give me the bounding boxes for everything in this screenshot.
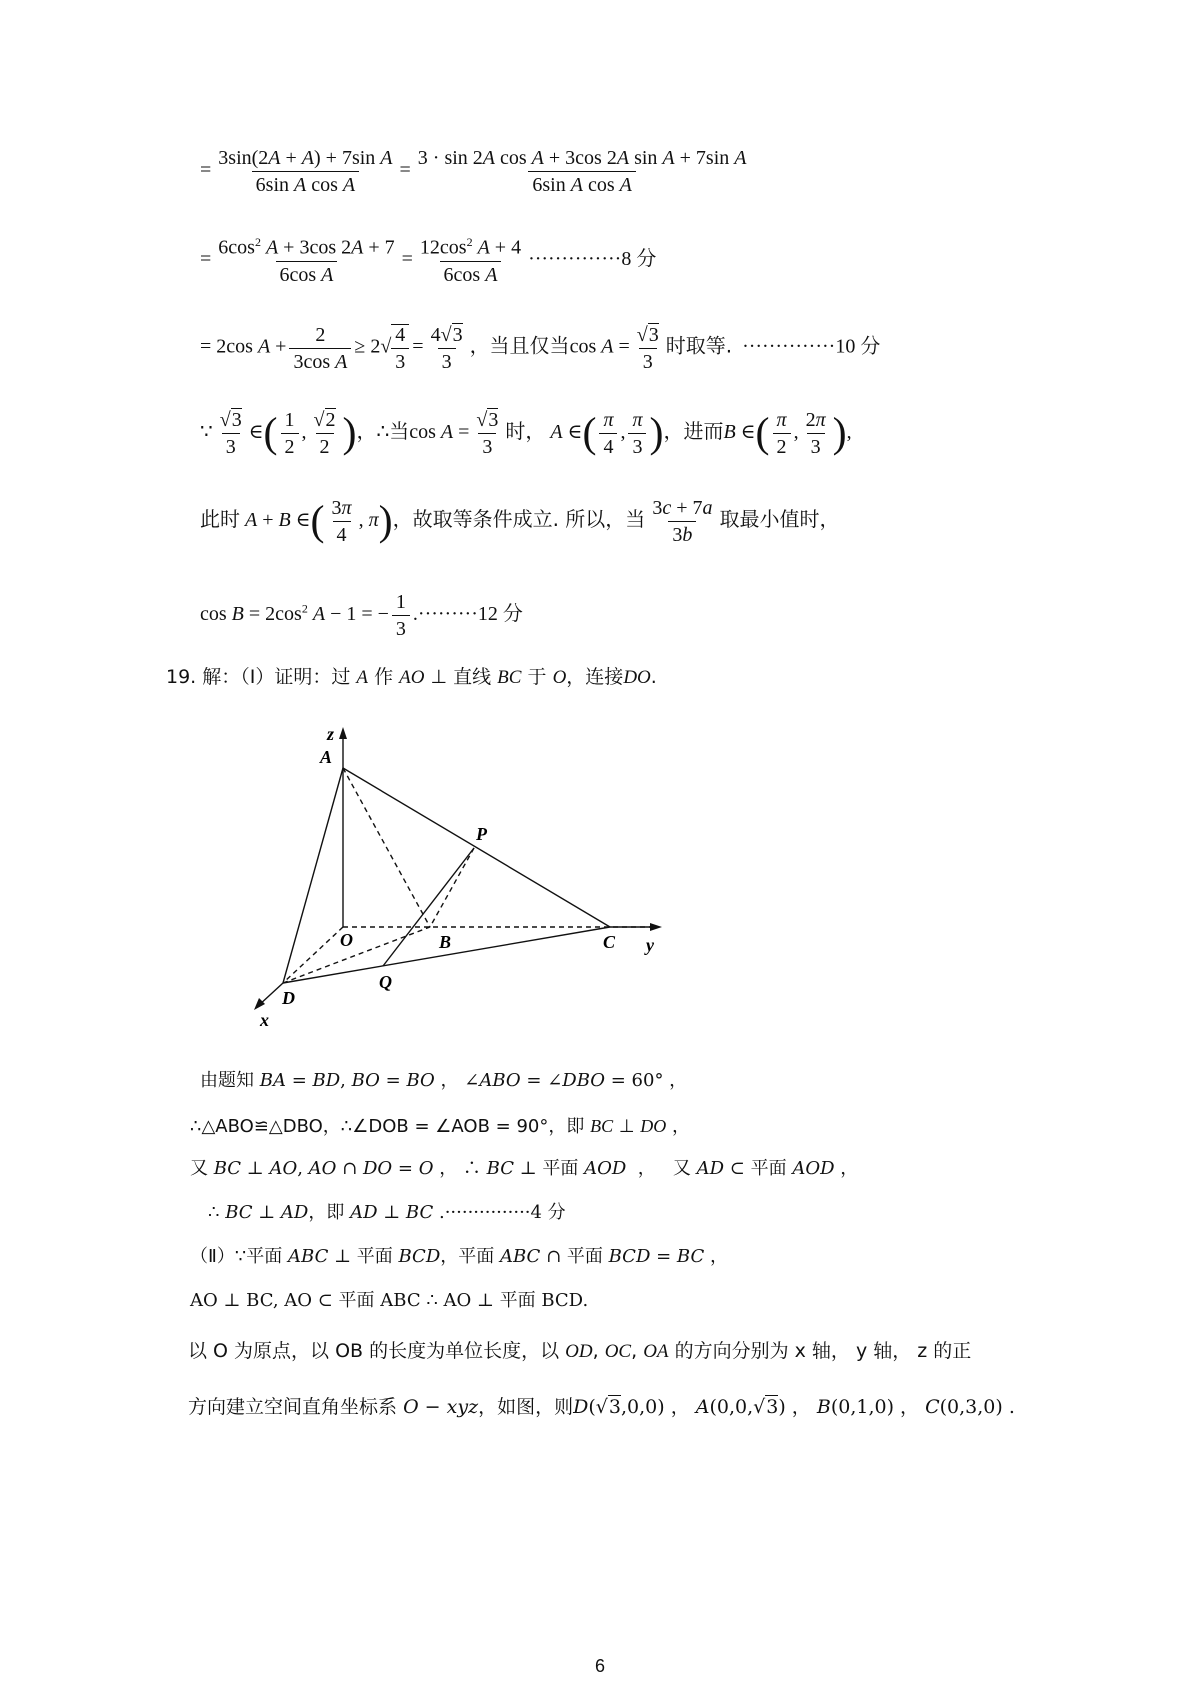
text-plane-3: 平面 bbox=[356, 1246, 393, 1267]
proof-line-5: （Ⅱ）∵平面 ABC ⊥ 平面 BCD，平面 ABC ∩ 平面 BCD = BC ， bbox=[190, 1246, 728, 1267]
text-equal-cond: ，当且仅当 bbox=[469, 333, 570, 358]
score-10: ··············10 分 bbox=[742, 335, 881, 358]
label-C: C bbox=[603, 932, 616, 952]
text-known: 由题知 bbox=[200, 1070, 254, 1091]
text-condition: ，故取等条件成立. 所以，当 bbox=[392, 507, 646, 532]
text-as-fig: ，如图，则 bbox=[478, 1396, 574, 1418]
text-take-equal: 时取等. bbox=[665, 333, 733, 358]
q19-make: 作 bbox=[374, 666, 394, 688]
score-8: ··············8 分 bbox=[528, 247, 657, 270]
label-D: D bbox=[282, 988, 295, 1008]
label-P: P bbox=[476, 824, 487, 844]
edge-AB bbox=[343, 768, 430, 927]
proof-line-3: 又 BC ⊥ AO, AO ∩ DO = O ， ∴ BC ⊥ 平面 AOD ， 又 AD ⊂ 平面 AOD ， bbox=[190, 1158, 859, 1179]
geometry-figure bbox=[240, 720, 680, 1040]
q19-intro: 19. 解：（Ⅰ）证明：过 bbox=[166, 666, 351, 688]
text-min-value: 取最小值时， bbox=[719, 507, 840, 532]
label-z: z bbox=[327, 724, 335, 744]
text-dirs: 的方向分别为 x 轴， y 轴， z 的正 bbox=[674, 1340, 972, 1362]
label-Q: Q bbox=[379, 972, 392, 992]
edge-AC bbox=[343, 768, 610, 927]
page-number: 6 bbox=[594, 1656, 605, 1676]
text-part2-b: ，平面 bbox=[440, 1246, 495, 1267]
proof-line-1: 由题知 BA = BD, BO = BO ， ∠ABO = ∠DBO = 60° ， bbox=[200, 1070, 688, 1091]
label-A: A bbox=[320, 747, 333, 767]
edge-PB bbox=[430, 848, 474, 927]
text-therefore-when: ，∴当 bbox=[356, 419, 410, 444]
therefore-symbol: ∴ bbox=[208, 1202, 220, 1223]
proof-line-8: 方向建立空间直角坐标系 O − xyz，如图，则D(√3,0,0) ， A(0,0,√3) ， B(0,1,0) ， C(0,3,0) . bbox=[188, 1396, 1015, 1418]
label-O: O bbox=[340, 930, 353, 950]
eq-line-2: = $\frac{6\cos^2 A + 3\cos 2A + 7}{\text{6cos A}}$ = $\frac{12\cos^2 A + 4}{\text{6cos A}}$ ··············8 分 bbox=[200, 235, 657, 286]
score-4: ···············4 分 bbox=[444, 1202, 566, 1223]
proof-line-4: ∴ BC ⊥ AD，即 AD ⊥ BC .···············4 分 bbox=[208, 1202, 566, 1223]
text-when: 时， bbox=[505, 419, 546, 444]
q19-at: 于 bbox=[527, 666, 547, 688]
text-plane-2: 平面 bbox=[750, 1158, 787, 1179]
text-now: 此时 bbox=[200, 507, 240, 532]
text-congruent: ∴△ABO≌△DBO，∴∠DOB = ∠AOB = 90°，即 bbox=[190, 1116, 585, 1137]
eq-line-6: $\cos B = 2\cos^2$ A − 1 = − $\frac{1}{3}$ .·········12 分 bbox=[200, 591, 523, 640]
score-12: ·········12 分 bbox=[417, 603, 523, 626]
text-origin: 以 O 为原点，以 OB 的长度为单位长度，以 bbox=[188, 1340, 560, 1362]
text-also-2: 又 bbox=[672, 1158, 691, 1179]
label-x: x bbox=[260, 1010, 269, 1030]
q19-line: 直线 bbox=[453, 666, 492, 688]
label-B: B bbox=[439, 932, 452, 952]
text-plane-1: 平面 bbox=[542, 1158, 579, 1179]
text-plane-4: 平面 bbox=[566, 1246, 603, 1267]
because-symbol: ∵ bbox=[200, 421, 213, 444]
eq-line-4: ∵ $\frac{√3}{3}$ ∈( $\frac{1}{2}$ , $\frac{√2}{2}$ )，∴当cos A = $\frac{√3}{3}$ 时， A ∈( $\frac{\pi}{4}$ , $\frac{\pi}{3}$ )，进而B ∈( $\frac{\pi}{2}$ , $\frac{2\pi}{3}$ ), bbox=[200, 409, 852, 458]
edge-AD bbox=[283, 768, 343, 983]
eq-line-1: = $\frac{\text{3sin(2A + A) + 7sin A}}{\text{6sin A cos A}}$ = $\frac{\text{3 · sin 2A cos A + 3cos 2A sin A + 7sin A}}{\text{6sin A cos A}}$ bbox=[200, 147, 747, 196]
proof-line-2: ∴△ABO≌△DBO，∴∠DOB = ∠AOB = 90°，即 BC ⊥ DO ， bbox=[190, 1116, 690, 1137]
q19-heading: 19. 解：（Ⅰ）证明：过 A 作 AO ⊥ 直线 BC 于 O，连接DO. bbox=[166, 666, 657, 688]
edge-DB bbox=[283, 927, 430, 983]
eq-line-5: 此时 A + B ∈( $\frac{3\pi}{4}$ , π)，故取等条件成立. 所以，当 $\frac{3c + 7a}{3b}$ 取最小值时， bbox=[200, 497, 840, 546]
proof-line-6: AO ⊥ BC, AO ⊂ 平面 ABC ∴ AO ⊥ 平面 BCD. bbox=[190, 1290, 589, 1311]
eq-line-3: = 2cos A + $\frac{2}{\text{3cos A}}$ ≥ 2√ $\frac{4}{3}$ = $\frac{4√3}{3}$ ，当且仅当cos A = $\frac{√3}{3}$ 时取等. ··············10 分 bbox=[200, 323, 881, 373]
text-then-b: ，进而 bbox=[663, 419, 724, 444]
proof-line-7: 以 O 为原点，以 OB 的长度为单位长度，以 OD, OC, OA 的方向分别为 x 轴， y 轴， z 的正 bbox=[188, 1340, 972, 1362]
q19-connect: ，连接 bbox=[566, 666, 624, 688]
text-part2: （Ⅱ）∵平面 bbox=[190, 1246, 283, 1267]
text-coord: 方向建立空间直角坐标系 bbox=[188, 1396, 398, 1418]
text-also: 又 bbox=[190, 1158, 208, 1179]
text-ie: ，即 bbox=[308, 1202, 345, 1223]
label-y: y bbox=[646, 935, 654, 955]
